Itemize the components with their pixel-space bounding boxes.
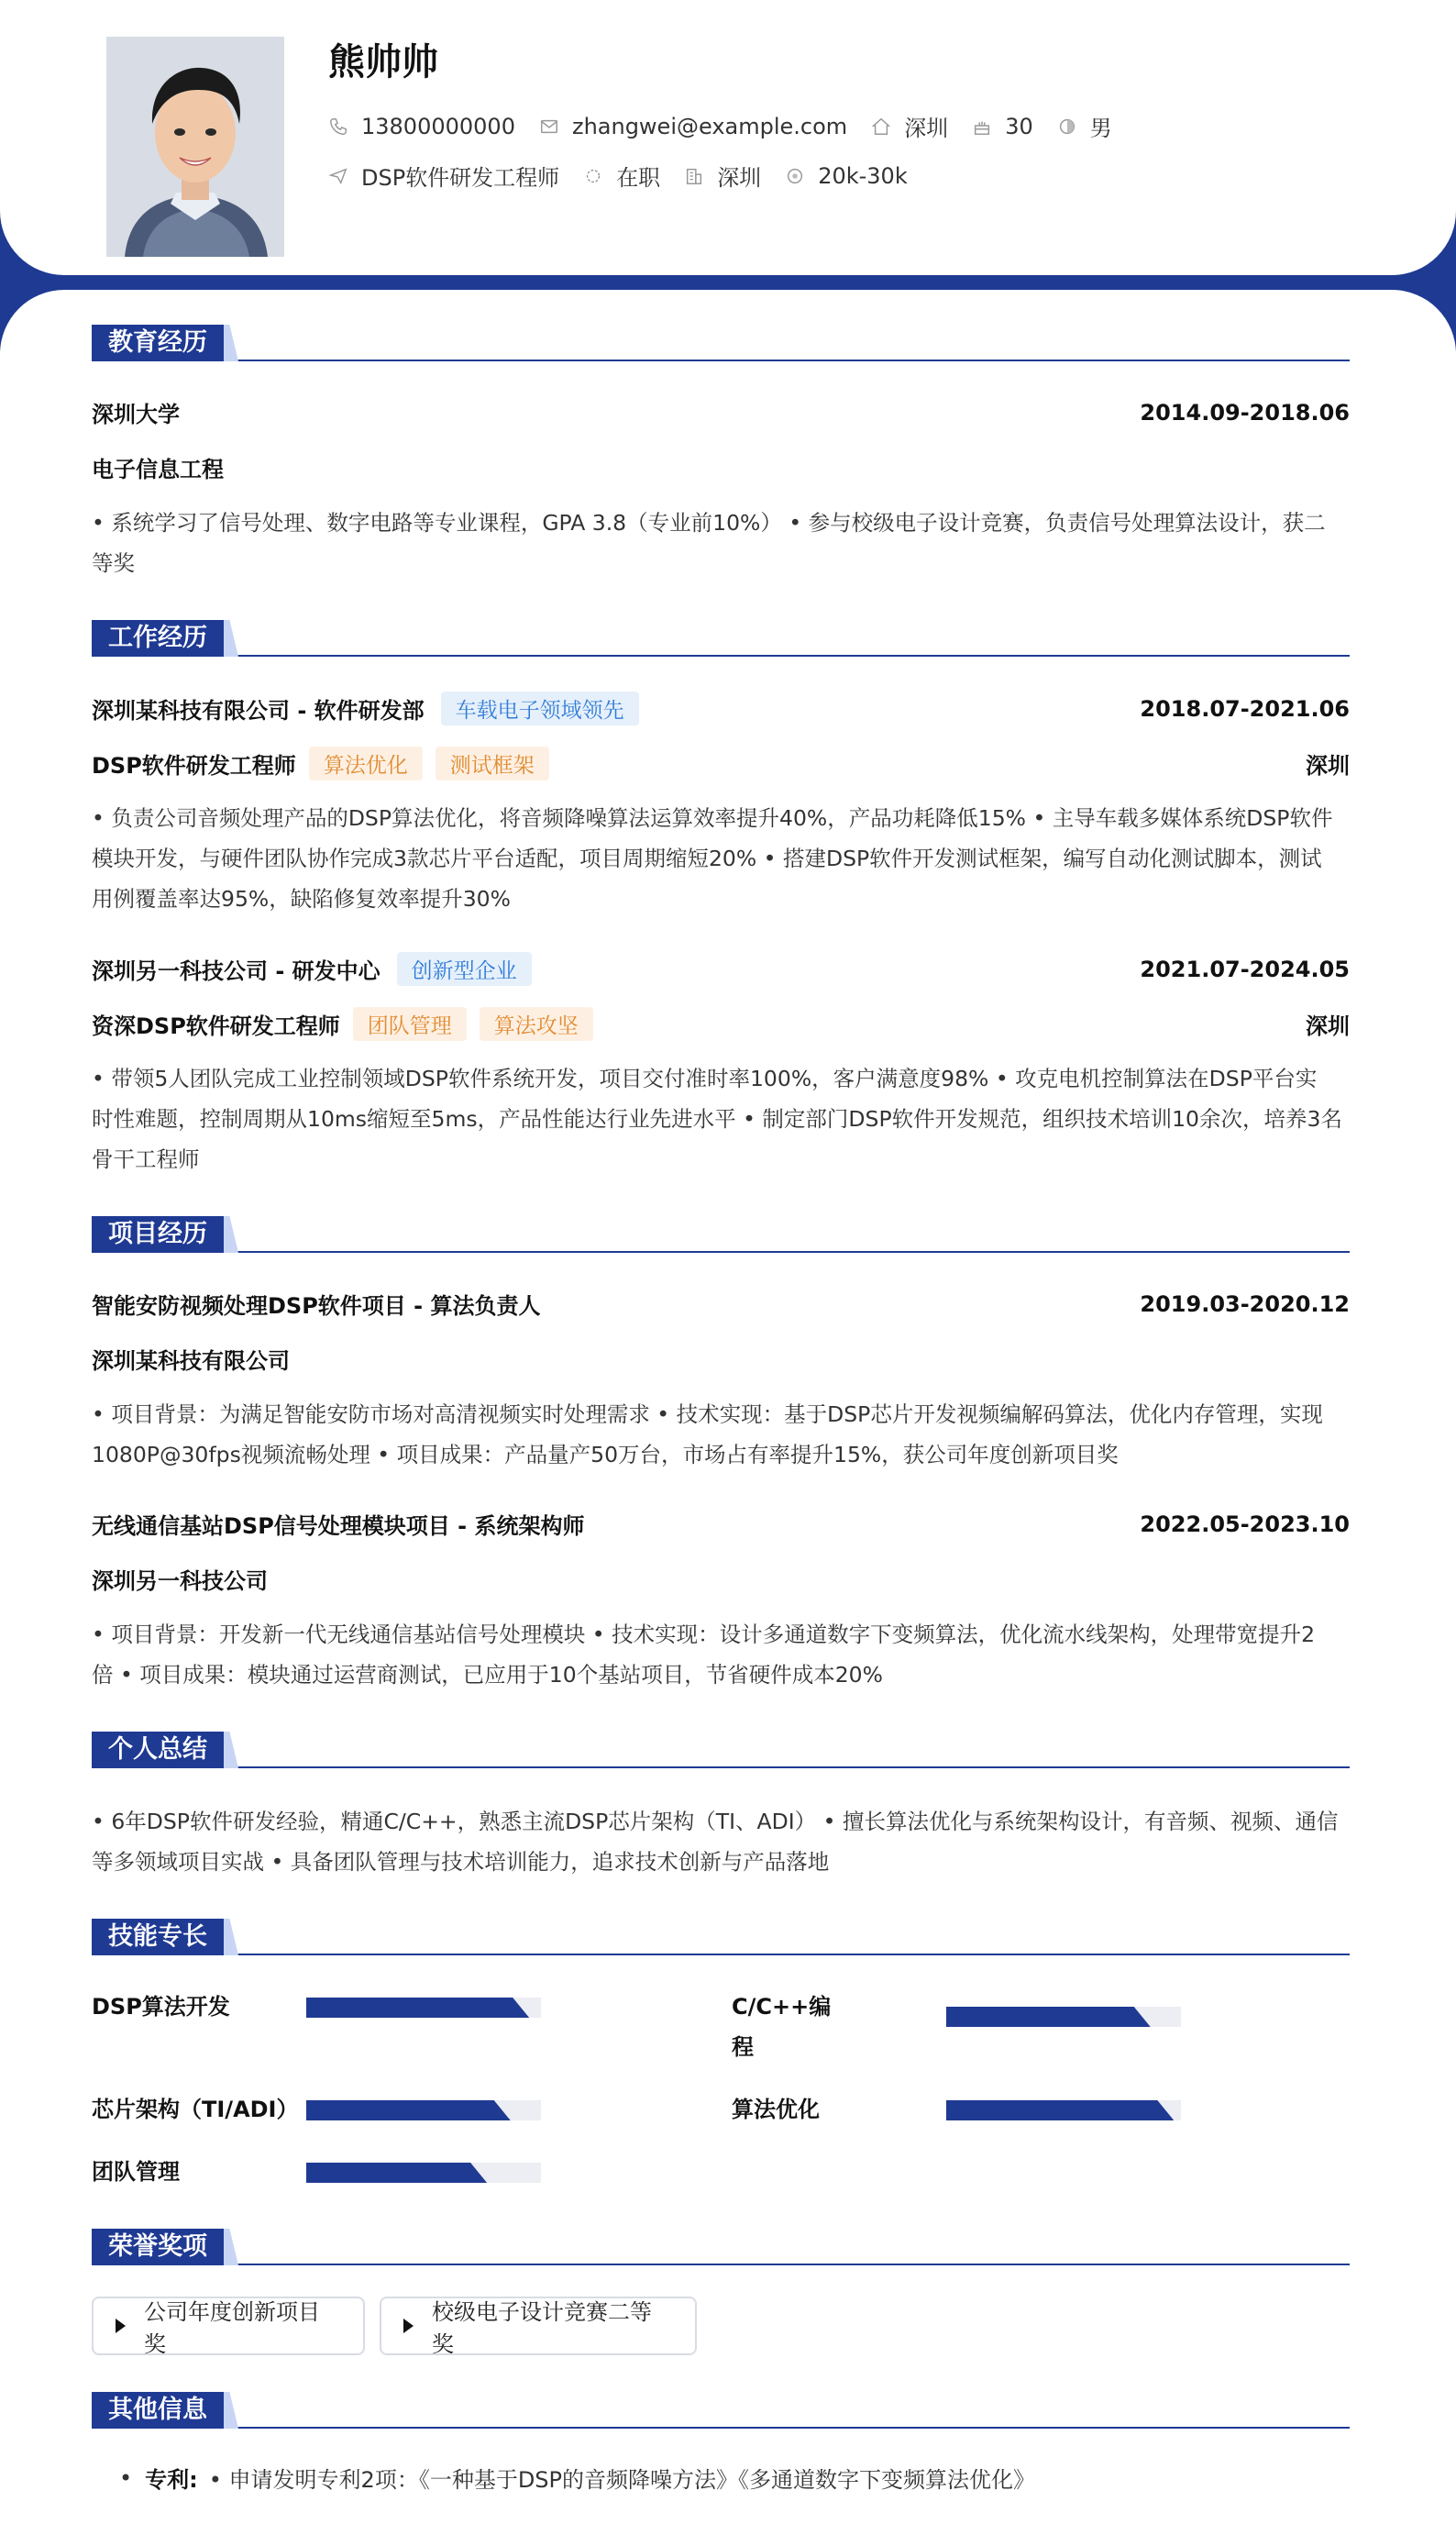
project-1-header: [92, 1288, 1350, 1320]
education-section-title: [92, 325, 1350, 361]
target-job-value: DSP软件研发工程师: [361, 165, 560, 191]
skill-name: DSP算法开发: [92, 1994, 230, 2020]
gender-value: 男: [1089, 116, 1112, 141]
salary-value: 20k-30k: [818, 162, 908, 189]
summary-line: 等多领域项目实战 • 具备团队管理与技术培训能力，追求技术创新与产品落地: [92, 1849, 830, 1875]
work-1-details: [92, 798, 1350, 919]
status-value: 在职: [616, 165, 661, 191]
salary-info: [785, 163, 908, 189]
skill-name: 芯片架构（TI/ADI）: [92, 2097, 299, 2122]
city-value: 深圳: [904, 116, 949, 141]
work-1-details-line: 模块开发，与硬件团队协作完成3款芯片平台适配，项目周期缩短20% • 搭建DSP软件开发测试框架，编写自动化测试脚本，测试: [92, 846, 1322, 871]
work-2-period: 2021.07-2024.05: [1140, 956, 1350, 982]
work-2-position: 资深DSP软件研发工程师: [92, 1013, 340, 1039]
skills-section-title: [92, 1919, 1350, 1955]
contact-row: [328, 110, 1136, 142]
job-intent-row: [328, 160, 932, 192]
education-period: 2014.09-2018.06: [1140, 399, 1350, 426]
work-1-details-line: • 负责公司音频处理产品的DSP算法优化，将音频降噪算法运算效率提升40%，产品功耗降低15% • 主导车载多媒体系统DSP软件: [92, 805, 1333, 831]
projects-heading: 项目经历: [92, 1216, 224, 1253]
project-1-company: 深圳某科技有限公司: [92, 1348, 290, 1374]
work-1-position: DSP软件研发工程师: [92, 753, 296, 779]
summary-section-title: [92, 1732, 1350, 1768]
project-2-company-row: [92, 1563, 1350, 1595]
target-city-value: 深圳: [717, 165, 762, 191]
school-name: 深圳大学: [92, 402, 180, 427]
skill-item: [732, 1987, 1181, 2067]
work-2-tag: 团队管理: [353, 1007, 467, 1041]
skill-bar-fill: [306, 2100, 511, 2120]
project-2-details: [92, 1614, 1350, 1695]
age-value: 30: [1005, 113, 1033, 139]
other-item: [119, 2462, 1035, 2494]
resume-header: [0, 0, 1456, 275]
education-details: [92, 503, 1350, 583]
work-2-company: 深圳另一科技公司 - 研发中心: [92, 958, 381, 984]
education-details-line: • 系统学习了信号处理、数字电路等专业课程，GPA 3.8（专业前10%） • 参与校级电子设计竞赛，负责信号处理算法设计，获二: [92, 510, 1326, 536]
work-2-details: [92, 1058, 1350, 1179]
work-2-company-tag: 创新型企业: [397, 952, 532, 986]
skill-bar: [306, 1998, 541, 2018]
project-1-company-row: [92, 1343, 1350, 1375]
work-1-city: 深圳: [1306, 753, 1350, 779]
work-1-position-row: [92, 747, 1350, 780]
project-2-period: 2022.05-2023.10: [1140, 1511, 1350, 1537]
work-2-details-line: 时性难题，控制周期从10ms缩短至5ms，产品性能达行业先进水平 • 制定部门DSP软件开发规范，组织技术培训10余次，培养3名: [92, 1106, 1342, 1132]
project-1-details: [92, 1394, 1350, 1475]
other-value: • 申请发明专利2项：《一种基于DSP的音频降噪方法》《多通道数字下变频算法优化》: [208, 2467, 1036, 2493]
skill-bar-fill: [946, 2007, 1151, 2027]
work-heading: 工作经历: [92, 620, 224, 657]
awards-heading: 荣誉奖项: [92, 2229, 224, 2265]
other-key: 专利:: [145, 2467, 198, 2493]
work-1-tag: 算法优化: [309, 747, 423, 780]
building-icon: [684, 166, 704, 186]
gender-icon: [1057, 116, 1077, 137]
project-2-company: 深圳另一科技公司: [92, 1568, 268, 1594]
work-2-tag: 算法攻坚: [480, 1007, 593, 1041]
skill-name: 团队管理: [92, 2159, 180, 2185]
avatar: [106, 37, 284, 257]
award-item: [92, 2297, 365, 2355]
skill-item: [92, 2152, 541, 2192]
summary-line: • 6年DSP软件研发经验，精通C/C++，熟悉主流DSP芯片架构（TI、ADI） • 擅长算法优化与系统架构设计，有音频、视频、通信: [92, 1809, 1339, 1834]
email-value[interactable]: zhangwei@example.com: [571, 113, 848, 139]
education-details-line: 等奖: [92, 550, 135, 576]
summary-details: [92, 1801, 1350, 1882]
project-1-details-line: • 项目背景：为满足智能安防市场对高清视频实时处理需求 • 技术实现：基于DSP芯片开发视频编解码算法，优化内存管理，实现: [92, 1401, 1323, 1427]
work-1-company-tag: 车载电子领域领先: [441, 692, 639, 725]
coin-icon: [785, 166, 805, 186]
skill-bar: [306, 2163, 541, 2183]
work-2-city: 深圳: [1306, 1013, 1350, 1039]
education-heading: 教育经历: [92, 325, 224, 361]
awards-section-title: [92, 2229, 1350, 2265]
skill-name: C/C++编 程: [732, 1994, 832, 2060]
skill-bar-fill: [946, 2100, 1174, 2120]
skill-bar: [946, 2007, 1181, 2027]
project-1-details-line: 1080P@30fps视频流畅处理 • 项目成果：产品量产50万台，市场占有率提升15%，获公司年度创新项目奖: [92, 1442, 1119, 1467]
phone-value[interactable]: 13800000000: [361, 113, 515, 139]
email-info: [539, 114, 847, 139]
skill-item: [92, 2089, 541, 2130]
skill-item: [732, 2089, 1181, 2130]
candidate-name: 熊帅帅: [328, 41, 438, 83]
skill-bar-fill: [306, 2163, 487, 2183]
phone-icon: [328, 116, 348, 137]
skill-bar: [946, 2100, 1181, 2120]
skill-name: 算法优化: [732, 2097, 820, 2122]
mail-icon: [539, 116, 559, 137]
skill-bar: [306, 2100, 541, 2120]
work-2-details-line: 骨干工程师: [92, 1146, 200, 1172]
project-2-header: [92, 1508, 1350, 1540]
skills-heading: 技能专长: [92, 1919, 224, 1955]
project-1-period: 2019.03-2020.12: [1140, 1290, 1350, 1317]
work-2-header: [92, 952, 1350, 986]
project-2-title: 无线通信基站DSP信号处理模块项目 - 系统架构师: [92, 1513, 585, 1539]
city-info: [871, 110, 948, 142]
education-row: [92, 396, 1350, 428]
projects-section-title: [92, 1216, 1350, 1253]
project-2-details-line: • 项目背景：开发新一代无线通信基站信号处理模块 • 技术实现：设计多通道数字下变频算法，优化流水线架构，处理带宽提升2: [92, 1622, 1316, 1647]
work-1-company: 深圳某科技有限公司 - 软件研发部: [92, 698, 425, 724]
major-name: 电子信息工程: [92, 457, 224, 482]
project-2-details-line: 倍 • 项目成果：模块通过运营商测试，已应用于10个基站项目，节省硬件成本20%: [92, 1662, 883, 1688]
work-section-title: [92, 620, 1350, 657]
work-1-header: [92, 692, 1350, 725]
other-heading: 其他信息: [92, 2392, 224, 2429]
status-icon: [583, 166, 603, 186]
skill-bar-fill: [306, 1998, 529, 2018]
major-row: [92, 451, 1350, 483]
work-2-details-line: • 带领5人团队完成工业控制领域DSP软件系统开发，项目交付准时率100%，客户满意度98% • 攻克电机控制算法在DSP平台实: [92, 1066, 1318, 1091]
target-job-info: [328, 160, 559, 192]
other-section-title: [92, 2392, 1350, 2429]
status-info: [583, 160, 660, 192]
award-label: 公司年度创新项目奖: [144, 2299, 320, 2357]
home-icon: [871, 116, 891, 137]
play-icon: [116, 2319, 126, 2333]
work-1-period: 2018.07-2021.06: [1140, 695, 1350, 722]
work-1-tag: 测试框架: [436, 747, 549, 780]
age-info: [972, 114, 1033, 139]
award-item: [380, 2297, 697, 2355]
send-icon: [328, 166, 348, 186]
cake-icon: [972, 116, 992, 137]
skill-item: [92, 1987, 541, 2027]
award-label: 校级电子设计竞赛二等奖: [432, 2299, 652, 2357]
play-icon: [403, 2319, 414, 2333]
work-1-details-line: 用例覆盖率达95%，缺陷修复效率提升30%: [92, 886, 511, 912]
gender-info: [1057, 110, 1112, 142]
project-1-title: 智能安防视频处理DSP软件项目 - 算法负责人: [92, 1293, 541, 1319]
bullet-icon: •: [119, 2464, 133, 2491]
summary-heading: 个人总结: [92, 1732, 224, 1768]
target-city-info: [684, 160, 761, 192]
work-2-position-row: [92, 1007, 1350, 1041]
phone-info: [328, 114, 515, 139]
